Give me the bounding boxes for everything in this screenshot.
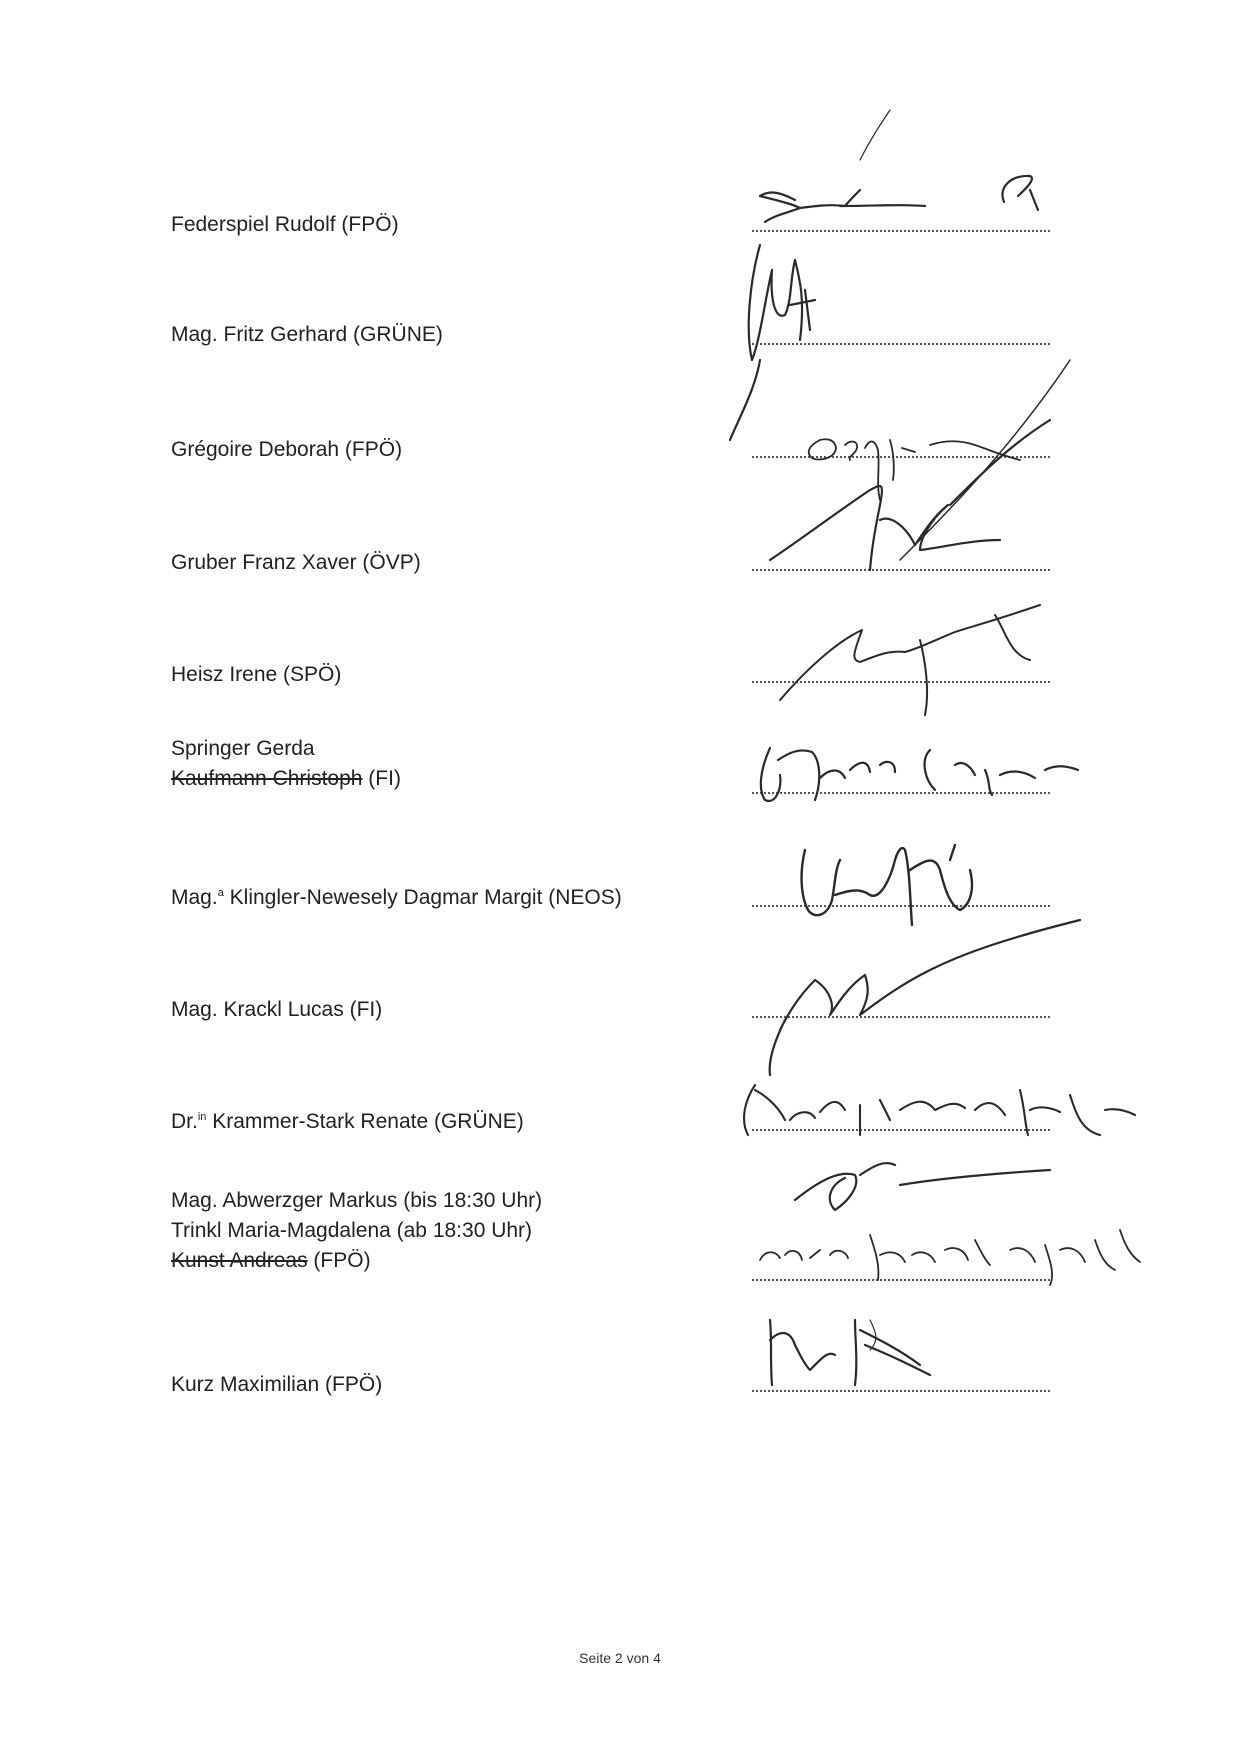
signature-line bbox=[752, 792, 1050, 794]
signatory-gregoire bbox=[171, 435, 402, 465]
signature-line bbox=[752, 681, 1050, 683]
signatory-fritz bbox=[171, 320, 443, 350]
signature-line bbox=[752, 1129, 1050, 1131]
signatory-kurz bbox=[171, 1370, 382, 1400]
name-line: Dr.$^{in}$ Krammer-Stark Renate (GRÜNE) bbox=[171, 1110, 524, 1133]
name-line: Grégoire Deborah (FPÖ) bbox=[171, 438, 403, 461]
signatory-gruber bbox=[171, 548, 421, 578]
signature-klingler bbox=[802, 845, 972, 925]
signatory-federspiel bbox=[171, 210, 399, 240]
signature-line bbox=[752, 230, 1050, 232]
signature-krackl bbox=[770, 920, 1080, 1075]
signature-line bbox=[752, 569, 1050, 571]
name-line: Heisz Irene (SPÖ) bbox=[171, 663, 342, 686]
signature-kurz bbox=[770, 1320, 930, 1385]
signature-line bbox=[752, 1279, 1050, 1281]
signatory-abwerzger-trinkl bbox=[171, 1186, 542, 1276]
name-line: Mag. Krackl Lucas (FI) bbox=[171, 998, 383, 1021]
name-line: Kurz Maximilian (FPÖ) bbox=[171, 1373, 383, 1396]
signatory-klingler bbox=[171, 883, 622, 913]
signature-line bbox=[752, 343, 1050, 345]
signature-line bbox=[752, 1390, 1050, 1392]
signature-trinkl bbox=[760, 1230, 1140, 1285]
signature-abwerzger bbox=[795, 1163, 1050, 1210]
signature-line bbox=[752, 1016, 1050, 1018]
signature-federspiel bbox=[760, 176, 1038, 222]
name-line: Springer Gerda bbox=[171, 737, 315, 760]
name-line: Mag.$^a$ Klingler-Newesely Dagmar Margit (NEOS) bbox=[171, 886, 622, 909]
signature-krammer bbox=[744, 1085, 1135, 1135]
signature-heisz bbox=[780, 605, 1040, 715]
name-line: Gruber Franz Xaver (ÖVP) bbox=[171, 551, 421, 574]
signatory-heisz bbox=[171, 660, 341, 690]
signatory-springer bbox=[171, 734, 401, 794]
signature-gregoire bbox=[809, 439, 1020, 500]
signature-gruber bbox=[770, 420, 1050, 570]
name-line: Mag. Abwerzger Markus (bis 18:30 Uhr) bbox=[171, 1189, 543, 1212]
name-line: Kunst Andreas (FPÖ) bbox=[171, 1249, 371, 1272]
signature-line bbox=[752, 456, 1050, 458]
name-line: Kaufmann Christoph (FI) bbox=[171, 767, 401, 790]
name-line: Trinkl Maria-Magdalena (ab 18:30 Uhr) bbox=[171, 1219, 533, 1242]
signatory-krammer-stark bbox=[171, 1107, 524, 1137]
page-number: Seite 2 von 4 bbox=[579, 1650, 661, 1666]
signature-line bbox=[752, 905, 1050, 907]
name-line: Federspiel Rudolf (FPÖ) bbox=[171, 213, 399, 236]
name-line: Mag. Fritz Gerhard (GRÜNE) bbox=[171, 323, 443, 346]
signatory-krackl bbox=[171, 995, 382, 1025]
